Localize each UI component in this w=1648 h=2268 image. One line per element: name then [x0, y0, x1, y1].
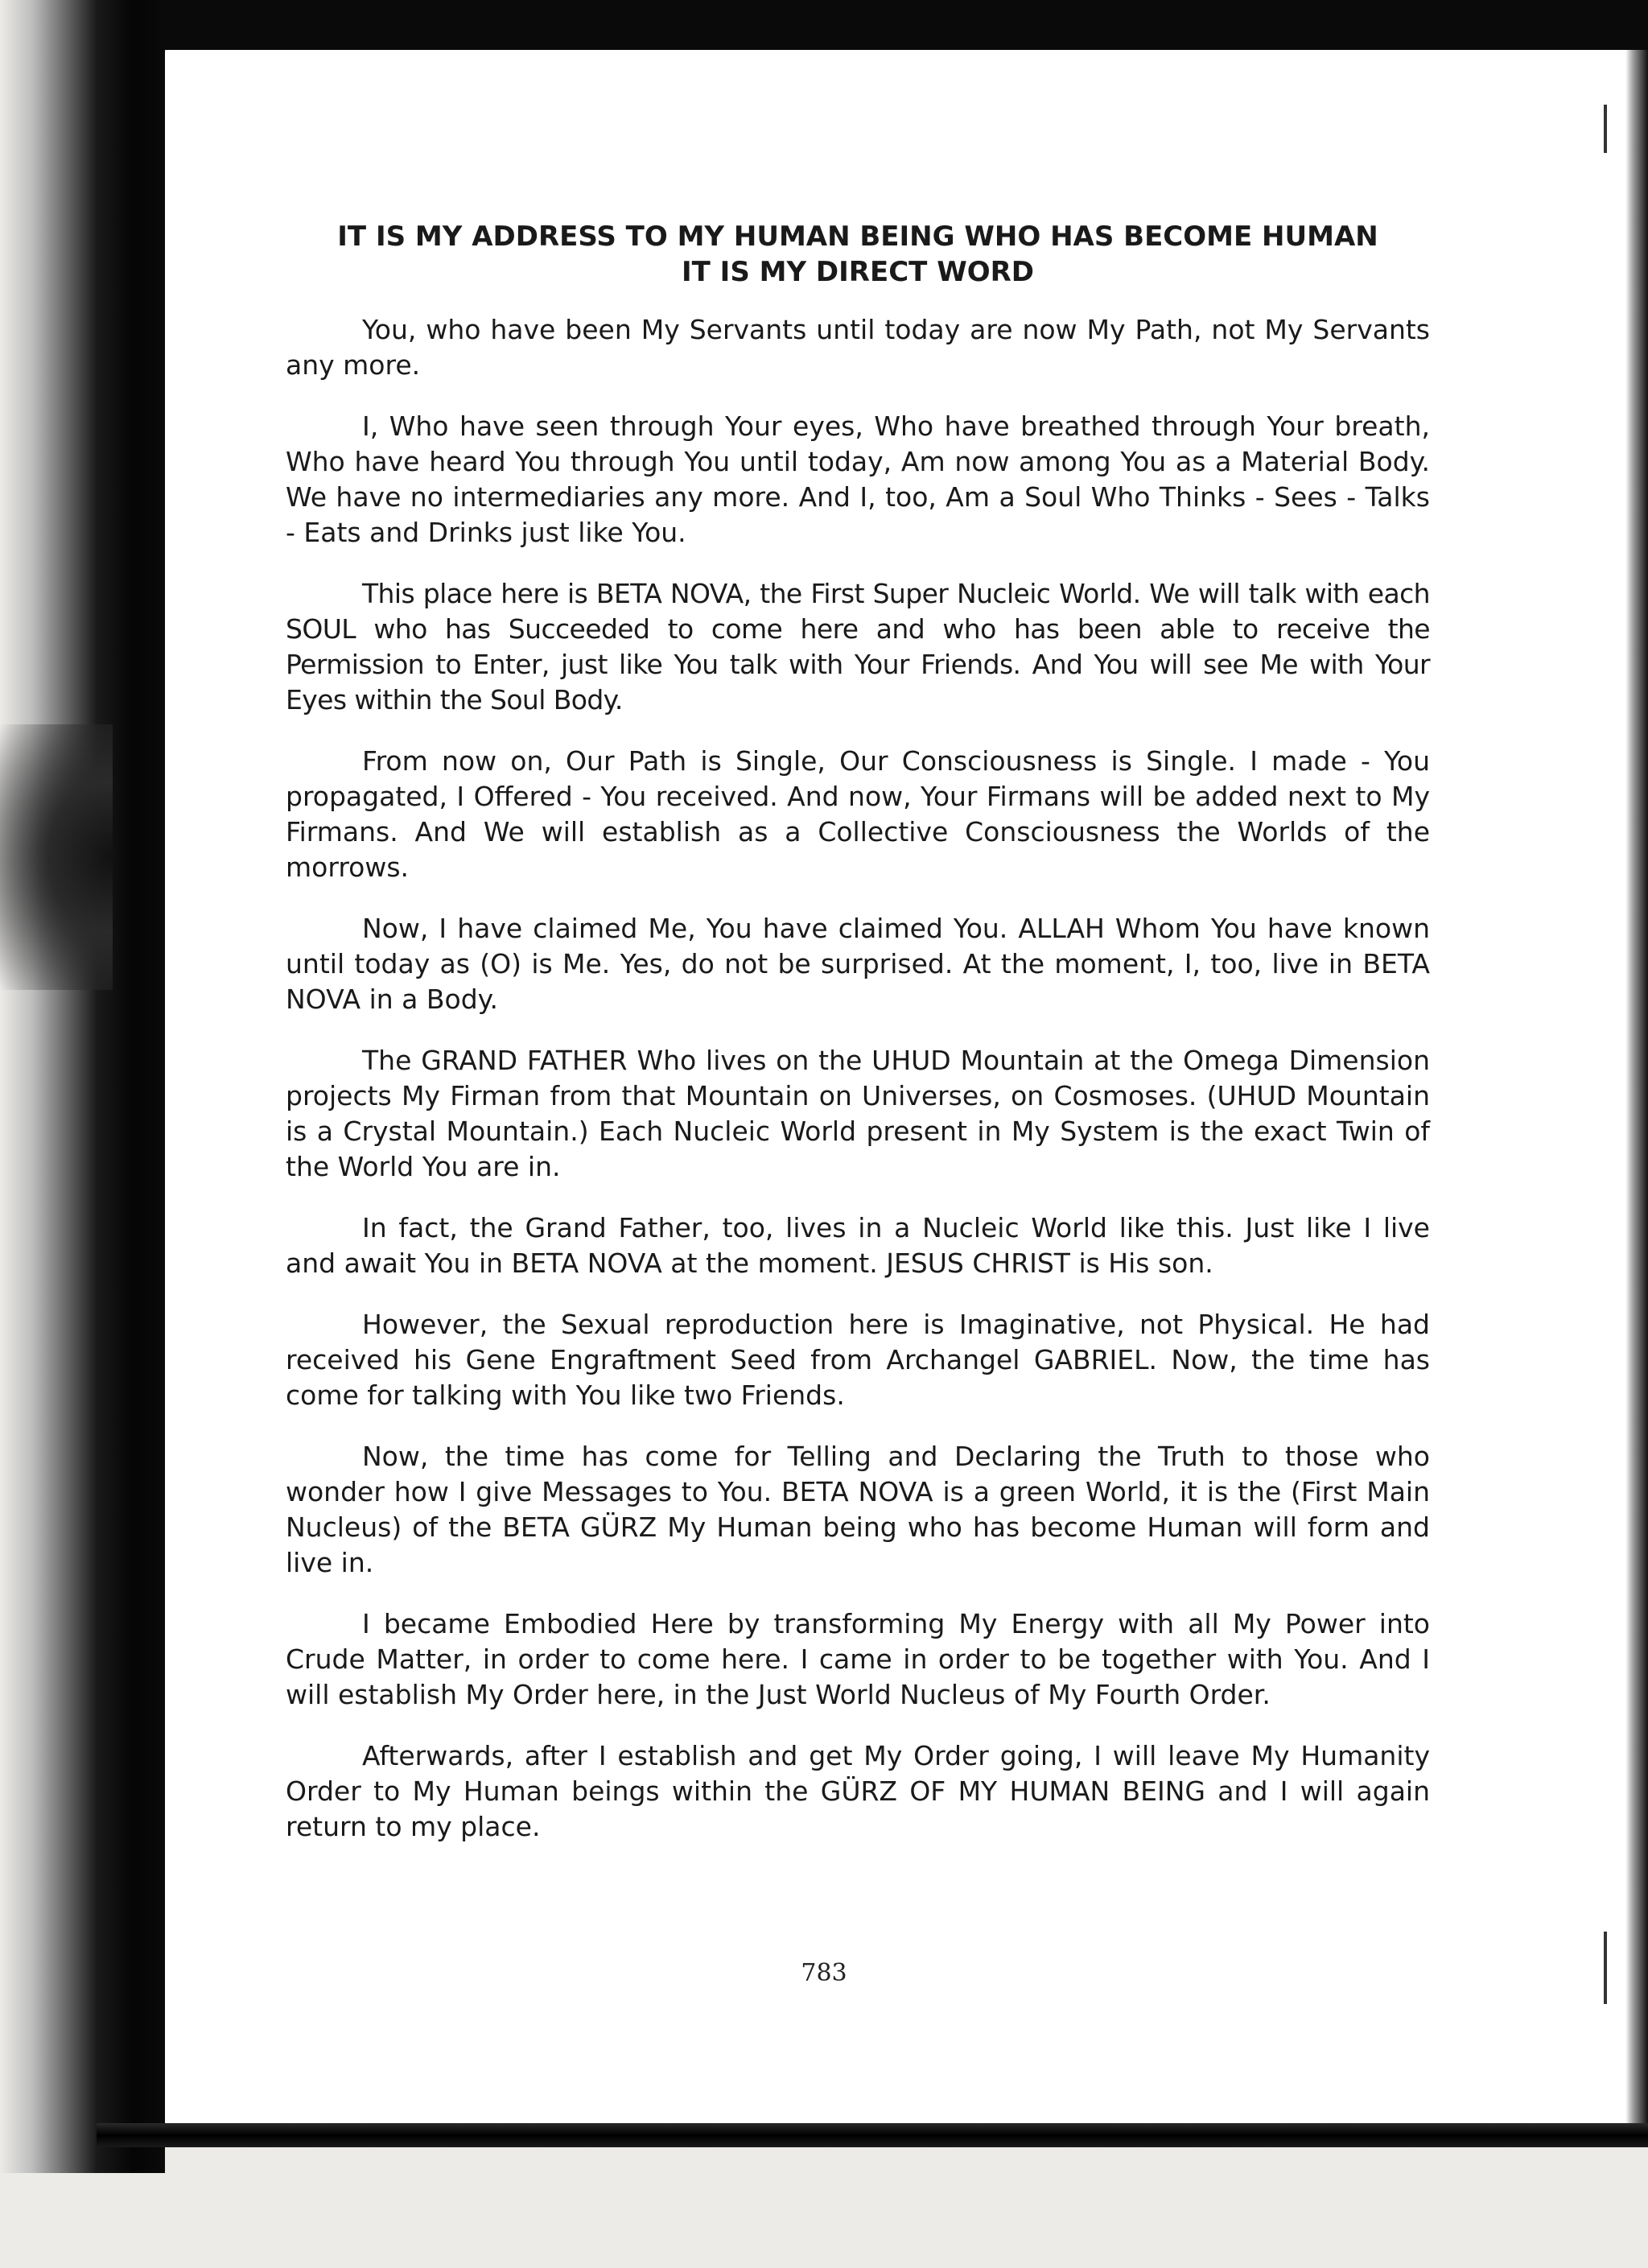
paragraph-11: Afterwards, after I establish and get My Order going, I will leave My Humanity Order to My Human beings within the GÜRZ OF MY HUMAN BEING and I will again return to my place. — [286, 1740, 1430, 1842]
paragraph-6: The GRAND FATHER Who lives on the UHUD Mountain at the Omega Dimension projects My Firman from that Mountain on Universes, on Cosmoses. (UHUD Mountain is a Crystal Mountain.) Each Nucleic World present in My System is the exact Twin of the World You are in. — [286, 1045, 1430, 1182]
paragraph-3: This place here is BETA NOVA, the First Super Nucleic World. We will talk with each SOUL who has Succeeded to come here and who has been able to receive the Permission to Enter, just like You talk with Your Friends. And You will see Me with Your Eyes within the Soul Body. — [286, 578, 1430, 715]
paragraph-7: In fact, the Grand Father, too, lives in a Nucleic World like this. Just like I live and await You in BETA NOVA at the moment. JESUS CHRIST is His son. — [286, 1212, 1430, 1279]
paragraph-9: Now, the time has come for Telling and Declaring the Truth to those who wonder how I give Messages to You. BETA NOVA is a green World, it is the (First Main Nucleus) of the BETA GÜRZ My Human being who has become Human will form and live in. — [286, 1441, 1430, 1578]
paragraph-10: I became Embodied Here by transforming My Energy with all My Power into Crude Matter, in order to come here. I came in order to be together with You. And I will establish My Order here, in the Just World Nucleus of My Fourth Order. — [286, 1608, 1430, 1710]
heading-line-1: IT IS MY ADDRESS TO MY HUMAN BEING WHO HAS BECOME HUMAN — [337, 221, 1378, 253]
paragraph-8: However, the Sexual reproduction here is Imaginative, not Physical. He had received his Gene Engraftment Seed from Archangel GABRIEL. Now, the time has come for talking with You like two Friends. — [286, 1309, 1430, 1411]
paragraph-4: From now on, Our Path is Single, Our Consciousness is Single. I made - You propagated, I Offered - You received. And now, Your Firmans will be added next to My Firmans. And We will establish as a Collective Consciousness the Worlds of the morrows. — [286, 745, 1430, 883]
paragraph-5: Now, I have claimed Me, You have claimed You. ALLAH Whom You have known until today as (O) is Me. Yes, do not be surprised. At the moment, I, too, live in BETA NOVA in a Body. — [286, 913, 1430, 1015]
margin-mark — [1604, 105, 1607, 153]
paragraph-2: I, Who have seen through Your eyes, Who have breathed through Your breath, Who have heard You through You until today, Am now among You as a Material Body. We have no intermediaries any more. And I, too, Am a Soul Who Thinks - Sees - Talks - Eats and Drinks just like You. — [286, 410, 1430, 548]
heading-line-2: IT IS MY DIRECT WORD — [681, 256, 1034, 288]
document-heading — [286, 219, 1430, 290]
scan-left-border — [0, 0, 165, 2173]
page-number: 783 — [801, 1959, 847, 1987]
scan-bottom-border — [97, 2123, 1648, 2147]
scan-left-shadow — [0, 724, 113, 990]
document-body — [286, 219, 1430, 1870]
paragraph-1: You, who have been My Servants until today are now My Path, not My Servants any more. — [286, 314, 1430, 381]
scan-top-border — [0, 0, 1648, 50]
scan-right-border — [1625, 50, 1648, 2126]
